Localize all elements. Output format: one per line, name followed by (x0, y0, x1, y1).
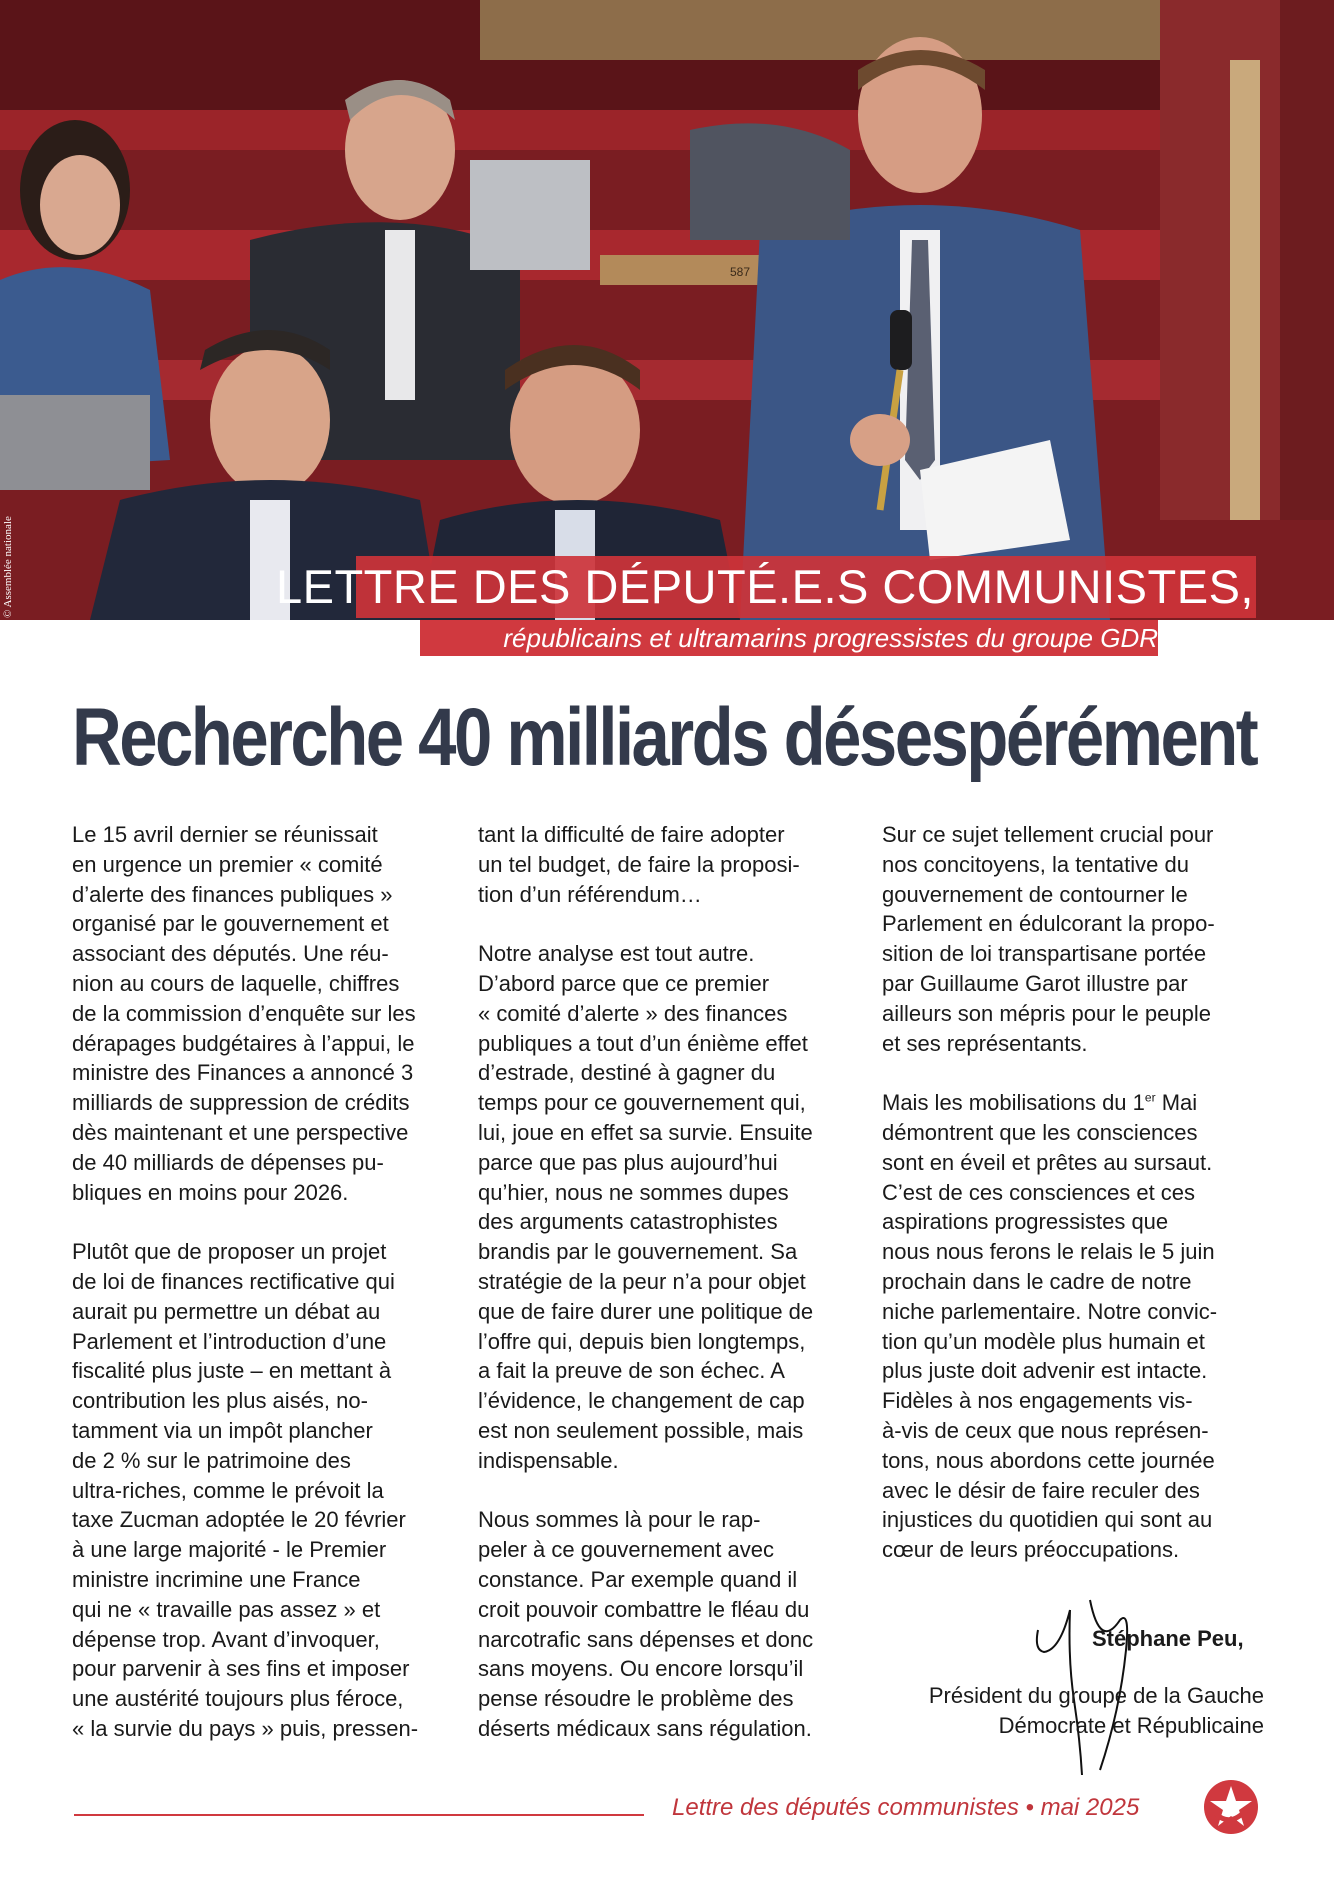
headline: Recherche 40 milliards désespérément (72, 692, 1257, 783)
text-line: avec le désir de faire reculer des (882, 1477, 1200, 1503)
text-line: nion au cours de laquelle, chiffres (72, 970, 400, 996)
banner-title: LETTRE DES DÉPUTÉ.E.S COMMUNISTES, (275, 560, 1254, 613)
signature-role-line-2: Démocrate et Républicaine (998, 1713, 1264, 1738)
signature-name: Stéphane Peu, (1092, 1626, 1244, 1651)
text-line: dérapages budgétaires à l’appui, le (72, 1030, 415, 1056)
text-line: est non seulement possible, mais (478, 1417, 804, 1443)
text-line: tion d’un référendum… (478, 881, 702, 907)
text-line: croit pouvoir combattre le fléau du (478, 1596, 810, 1622)
text-column-1 (72, 820, 462, 1774)
text-line: Notre analyse est tout autre. (478, 941, 755, 967)
assembly-photo-illustration (0, 0, 1334, 620)
text-line: « comité d’alerte » des finances (478, 1000, 788, 1026)
text-line: ultra-riches, comme le prévoit la (72, 1477, 384, 1503)
text-line: de la commission d’enquête sur les (72, 1000, 416, 1026)
photo-credit: © Assemblée nationale (2, 516, 14, 618)
text-line: une austérité toujours plus féroce, (72, 1686, 404, 1712)
text-line: Parlement et l’introduction d’une (72, 1328, 387, 1354)
text-line: démontrent que les consciences (882, 1119, 1198, 1145)
text-line: lui, joue en effet sa survie. Ensuite (478, 1119, 813, 1145)
text-line: Sur ce sujet tellement crucial pour (882, 822, 1214, 847)
text-line: tant la difficulté de faire adopter (478, 822, 785, 847)
text-column-3 (882, 820, 1272, 1595)
paragraph (478, 1505, 868, 1743)
text-line: ministre des Finances a annoncé 3 (72, 1060, 414, 1086)
text-line: qui ne « travaille pas assez » et (72, 1596, 381, 1622)
text-line: sont en éveil et prêtes au sursaut. (882, 1149, 1213, 1175)
text-line: prochain dans le cadre de notre (882, 1268, 1192, 1294)
seat-number: 587 (730, 265, 751, 279)
text-line: l’évidence, le changement de cap (478, 1388, 805, 1414)
text-line: ministre incrimine une France (72, 1566, 361, 1592)
paragraph (478, 820, 868, 909)
text-line: sans moyens. Ou encore lorsqu’il (478, 1656, 804, 1682)
text-line: Plutôt que de proposer un projet (72, 1239, 387, 1265)
text-line: pense résoudre le problème des (478, 1686, 794, 1712)
signature-role-line-1: Président du groupe de la Gauche (928, 1683, 1264, 1708)
text-line: nous nous ferons le relais le 5 juin (882, 1239, 1215, 1265)
text-column-2 (478, 820, 868, 1774)
text-line: nos concitoyens, la tentative du (882, 851, 1189, 877)
superscript: er (1144, 1090, 1156, 1105)
paragraph (72, 1237, 462, 1744)
text-line: plus juste doit advenir est intacte. (882, 1358, 1208, 1384)
text-line: ailleurs son mépris pour le peuple (882, 1000, 1211, 1026)
text-line: taxe Zucman adoptée le 20 février (72, 1507, 406, 1533)
text-line: peler à ce gouvernement avec (478, 1537, 774, 1563)
text-line: d’alerte des finances publiques » (72, 881, 393, 907)
text-line: organisé par le gouvernement et (72, 911, 389, 937)
banner-subtitle: républicains et ultramarins progressistes du groupe GDR (503, 623, 1158, 653)
text-line: D’abord parce que ce premier (478, 970, 770, 996)
header-photo (0, 0, 1334, 620)
footer-divider (74, 1814, 644, 1816)
text-line: niche parlementaire. Notre convic- (882, 1298, 1218, 1324)
text-line: aspirations progressistes que (882, 1209, 1169, 1235)
text-line: milliards de suppression de crédits (72, 1090, 410, 1116)
text-line: Le 15 avril dernier se réunissait (72, 822, 378, 847)
text-line: tion qu’un modèle plus humain et (882, 1328, 1205, 1354)
text-line: dès maintenant et une perspective (72, 1119, 409, 1145)
text-line: dépense trop. Avant d’invoquer, (72, 1626, 380, 1652)
text-line: contribution les plus aisés, no- (72, 1388, 368, 1414)
text-line: gouvernement de contourner le (882, 881, 1188, 907)
party-star-logo (1202, 1778, 1260, 1836)
text-line: en urgence un premier « comité (72, 851, 383, 877)
paragraph (478, 939, 868, 1475)
paragraph (72, 820, 462, 1207)
text-line: déserts médicaux sans régulation. (478, 1715, 812, 1741)
text-line: fiscalité plus juste – en mettant à (72, 1358, 392, 1384)
text-line: cœur de leurs préoccupations. (882, 1537, 1180, 1563)
text-line: narcotrafic sans dépenses et donc (478, 1626, 814, 1652)
text-line: tamment via un impôt plancher (72, 1417, 373, 1443)
text-line: a fait la preuve de son échec. A (478, 1358, 785, 1384)
text-line: injustices du quotidien qui sont au (882, 1507, 1213, 1533)
text-line: pour parvenir à ses fins et imposer (72, 1656, 410, 1682)
text-line: de loi de finances rectificative qui (72, 1268, 395, 1294)
paragraph (882, 1088, 1272, 1565)
text-line: un tel budget, de faire la proposi- (478, 851, 800, 877)
text-line: constance. Par exemple quand il (478, 1566, 798, 1592)
text-line: Parlement en édulcorant la propo- (882, 911, 1215, 937)
footer-text: Lettre des députés communistes • mai 2025 (672, 1794, 1140, 1821)
text-line: à-vis de ceux que nous représen- (882, 1417, 1209, 1443)
text-line: C’est de ces consciences et ces (882, 1179, 1196, 1205)
text-line: d’estrade, destiné à gagner du (478, 1060, 776, 1086)
text-line: l’offre qui, depuis bien longtemps, (478, 1328, 806, 1354)
text-line: Mais les mobilisations du 1er Mai (882, 1090, 1198, 1116)
text-line: Nous sommes là pour le rap- (478, 1507, 761, 1533)
text-line: parce que pas plus aujourd’hui (478, 1149, 778, 1175)
text-line: et ses représentants. (882, 1030, 1088, 1056)
text-line: publiques a tout d’un énième effet (478, 1030, 808, 1056)
text-line: de 40 milliards de dépenses pu- (72, 1149, 384, 1175)
text-line: indispensable. (478, 1447, 619, 1473)
text-line: de 2 % sur le patrimoine des (72, 1447, 351, 1473)
text-line: stratégie de la peur n’a pour objet (478, 1268, 806, 1294)
text-line: qu’hier, nous ne sommes dupes (478, 1179, 789, 1205)
text-fragment: Mai (1155, 1090, 1198, 1116)
text-line: sition de loi transpartisane portée (882, 941, 1207, 967)
paragraph (882, 820, 1272, 1058)
text-line: temps pour ce gouvernement qui, (478, 1090, 806, 1116)
text-line: Fidèles à nos engagements vis- (882, 1388, 1193, 1414)
text-line: aurait pu permettre un débat au (72, 1298, 381, 1324)
text-line: tons, nous abordons cette journée (882, 1447, 1215, 1473)
text-line: que de faire durer une politique de (478, 1298, 814, 1324)
text-line: à une large majorité - le Premier (72, 1537, 387, 1563)
text-line: par Guillaume Garot illustre par (882, 970, 1188, 996)
text-line: des arguments catastrophistes (478, 1209, 778, 1235)
text-line: associant des députés. Une réu- (72, 941, 389, 967)
text-line: brandis par le gouvernement. Sa (478, 1239, 798, 1265)
text-line: bliques en moins pour 2026. (72, 1179, 349, 1205)
text-line: « la survie du pays » puis, pressen- (72, 1715, 419, 1741)
